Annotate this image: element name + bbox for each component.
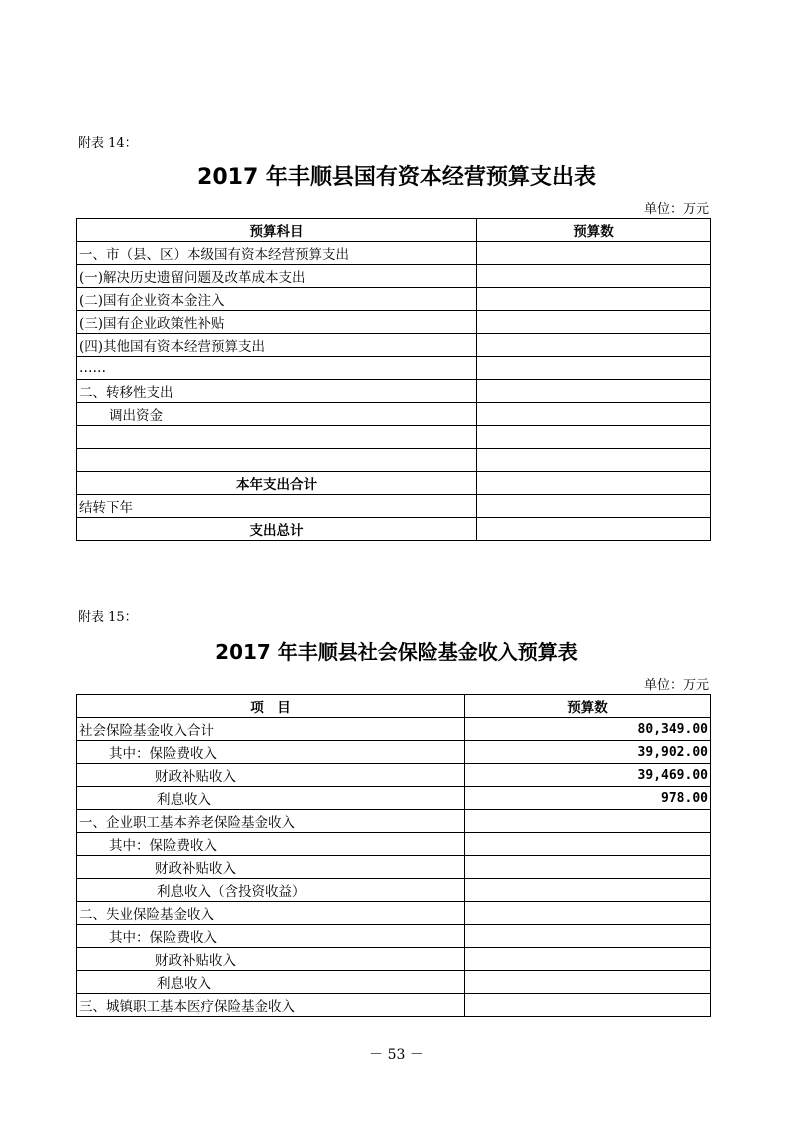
table-row xyxy=(77,403,711,426)
table-header-row xyxy=(77,695,711,718)
row-value xyxy=(477,426,711,449)
header-budget-amount: 预算数 xyxy=(477,219,711,242)
row-label: 利息收入 xyxy=(77,787,465,810)
row-value xyxy=(465,902,711,925)
table-15 xyxy=(76,694,711,1017)
table-row xyxy=(77,449,711,472)
row-label: 三、城镇职工基本医疗保险基金收入 xyxy=(77,994,465,1017)
table-row xyxy=(77,787,711,810)
table-row xyxy=(77,856,711,879)
row-label: 一、市（县、区）本级国有资本经营预算支出 xyxy=(77,242,477,265)
table-row-total xyxy=(77,472,711,495)
row-label: 财政补贴收入 xyxy=(77,948,465,971)
table-row xyxy=(77,357,711,380)
page-number: － 53 － xyxy=(369,1047,424,1063)
attachment-label-15: 附表 15： xyxy=(78,610,138,625)
row-value xyxy=(477,311,711,334)
row-label: 其中：保险费收入 xyxy=(77,925,465,948)
table-row xyxy=(77,741,711,764)
table-row xyxy=(77,925,711,948)
table-row xyxy=(77,902,711,925)
row-value xyxy=(477,495,711,518)
row-value xyxy=(477,357,711,380)
row-label: (三)国有企业政策性补贴 xyxy=(77,311,477,334)
table-row xyxy=(77,994,711,1017)
table-14-title: 2017 年丰顺县国有资本经营预算支出表 xyxy=(197,165,596,190)
unit-label-15: 单位：万元 xyxy=(643,678,709,693)
row-value: 39,469.00 xyxy=(465,764,711,787)
table-row xyxy=(77,879,711,902)
row-label: …… xyxy=(77,357,477,380)
table-header-row xyxy=(77,219,711,242)
row-label: 社会保险基金收入合计 xyxy=(77,718,465,741)
row-value xyxy=(477,334,711,357)
row-label xyxy=(77,449,477,472)
table-row xyxy=(77,380,711,403)
header-budget-amount: 预算数 xyxy=(465,695,711,718)
header-budget-subject: 预算科目 xyxy=(77,219,477,242)
row-value xyxy=(477,288,711,311)
row-value xyxy=(477,403,711,426)
row-value xyxy=(465,971,711,994)
row-value xyxy=(465,879,711,902)
row-value xyxy=(477,265,711,288)
row-value xyxy=(477,518,711,541)
row-value xyxy=(477,472,711,495)
table-row xyxy=(77,718,711,741)
table-row xyxy=(77,265,711,288)
attachment-label-14: 附表 14： xyxy=(78,136,138,151)
table-row xyxy=(77,311,711,334)
table-15-title: 2017 年丰顺县社会保险基金收入预算表 xyxy=(215,640,578,664)
table-row xyxy=(77,288,711,311)
table-row xyxy=(77,495,711,518)
row-value: 39,902.00 xyxy=(465,741,711,764)
row-value xyxy=(465,810,711,833)
row-value xyxy=(465,994,711,1017)
row-label: 调出资金 xyxy=(77,403,477,426)
table-row xyxy=(77,810,711,833)
row-label: 其中：保险费收入 xyxy=(77,833,465,856)
row-label: 支出总计 xyxy=(77,518,477,541)
row-value xyxy=(465,856,711,879)
table-row xyxy=(77,334,711,357)
row-label: 利息收入（含投资收益） xyxy=(77,879,465,902)
row-label: (一)解决历史遗留问题及改革成本支出 xyxy=(77,265,477,288)
row-value xyxy=(477,380,711,403)
row-label: 利息收入 xyxy=(77,971,465,994)
header-item: 项 目 xyxy=(77,695,465,718)
row-label: 其中：保险费收入 xyxy=(77,741,465,764)
row-label: (二)国有企业资本金注入 xyxy=(77,288,477,311)
row-value: 80,349.00 xyxy=(465,718,711,741)
row-value xyxy=(465,925,711,948)
row-value xyxy=(465,833,711,856)
table-row xyxy=(77,242,711,265)
row-label: (四)其他国有资本经营预算支出 xyxy=(77,334,477,357)
row-label: 结转下年 xyxy=(77,495,477,518)
row-value xyxy=(477,449,711,472)
row-label: 二、转移性支出 xyxy=(77,380,477,403)
table-row xyxy=(77,764,711,787)
table-row xyxy=(77,971,711,994)
table-row xyxy=(77,833,711,856)
table-14 xyxy=(76,218,711,541)
row-value: 978.00 xyxy=(465,787,711,810)
row-value xyxy=(465,948,711,971)
row-label: 财政补贴收入 xyxy=(77,764,465,787)
row-value xyxy=(477,242,711,265)
row-label xyxy=(77,426,477,449)
table-row xyxy=(77,948,711,971)
table-row-grand-total xyxy=(77,518,711,541)
row-label: 一、企业职工基本养老保险基金收入 xyxy=(77,810,465,833)
row-label: 本年支出合计 xyxy=(77,472,477,495)
unit-label-14: 单位：万元 xyxy=(643,202,709,217)
row-label: 二、失业保险基金收入 xyxy=(77,902,465,925)
row-label: 财政补贴收入 xyxy=(77,856,465,879)
table-row xyxy=(77,426,711,449)
